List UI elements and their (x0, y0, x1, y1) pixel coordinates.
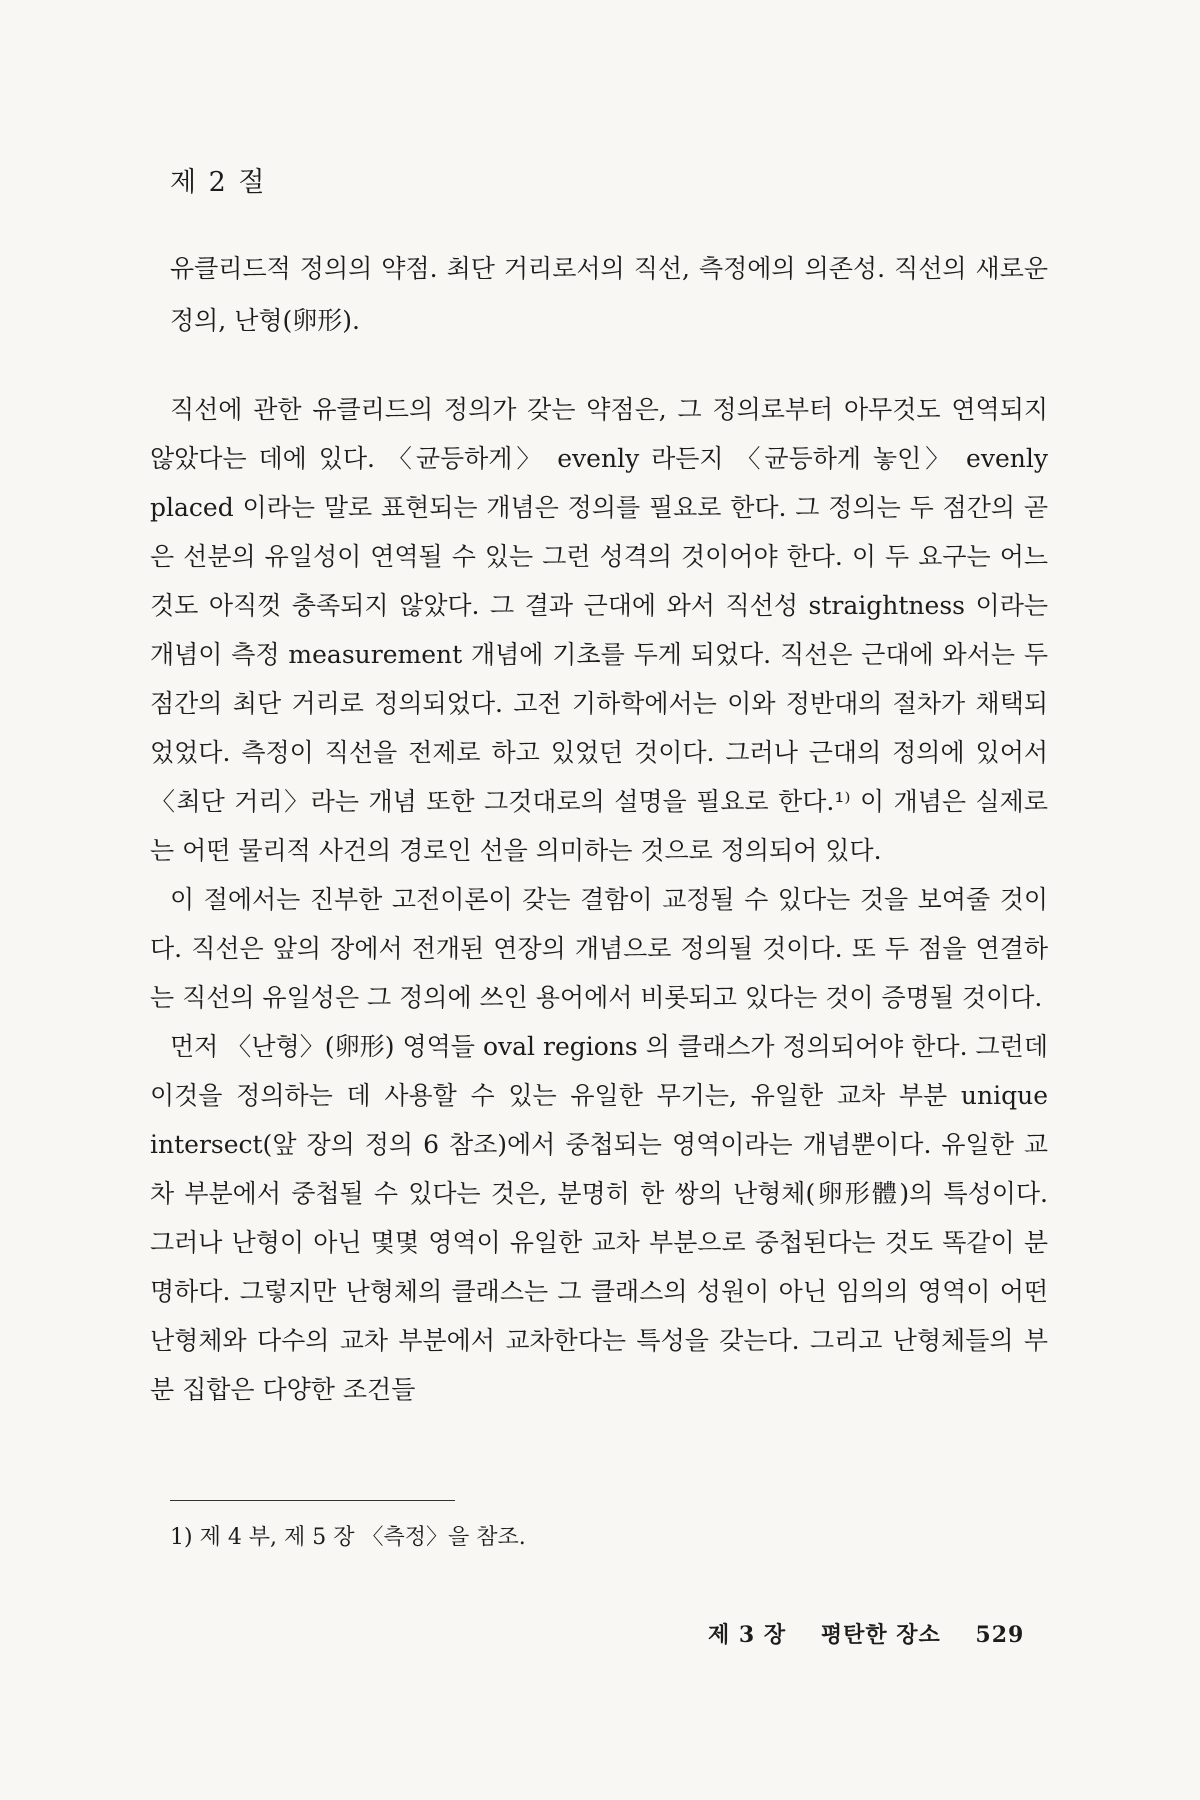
footnote: 1) 제 4 부, 제 5 장 〈측정〉을 참조. (170, 1525, 526, 1550)
paragraph-2: 이 절에서는 진부한 고전이론이 갖는 결함이 교정될 수 있다는 것을 보여줄 것이다. 직선은 앞의 장에서 전개된 연장의 개념으로 정의될 것이다. 또 두 점을 연결하는 직선의 유일성은 그 정의에 쓰인 용어에서 비롯되고 있다는 것이 증명될 것이다. (150, 885, 1048, 1012)
section-summary: 유클리드적 정의의 약점. 최단 거리로서의 직선, 측정에의 의존성. 직선의 새로운 정의, 난형(卵形). (170, 254, 1048, 335)
footer-chapter: 제 3 장 (708, 1622, 787, 1648)
body-text (150, 385, 1048, 1414)
running-footer (708, 1618, 1024, 1649)
paragraph-3: 먼저 〈난형〉(卵形) 영역들 oval regions 의 클래스가 정의되어야 한다. 그런데 이것을 정의하는 데 사용할 수 있는 유일한 무기는, 유일한 교차 부분 unique intersect(앞 장의 정의 6 참조)에서 중첩되는 영역이라는 개념뿐이다. 유일한 교차 부분에서 중첩될 수 있다는 것은, 분명히 한 쌍의 난형체(卵形體)의 특성이다. 그러나 난형이 아닌 몇몇 영역이 유일한 교차 부분으로 중첩된다는 것도 똑같이 분명하다. 그렇지만 난형체의 클래스는 그 클래스의 성원이 아닌 임의의 영역이 어떤 난형체와 다수의 교차 부분에서 교차한다는 특성을 갖는다. 그리고 난형체들의 부분 집합은 다양한 조건들 (150, 1032, 1048, 1404)
paragraph-1: 직선에 관한 유클리드의 정의가 갖는 약점은, 그 정의로부터 아무것도 연역되지 않았다는 데에 있다. 〈균등하게〉 evenly 라든지 〈균등하게 놓인〉 evenly placed 이라는 말로 표현되는 개념은 정의를 필요로 한다. 그 정의는 두 점간의 곧은 선분의 유일성이 연역될 수 있는 그런 성격의 것이어야 한다. 이 두 요구는 어느 것도 아직껏 충족되지 않았다. 그 결과 근대에 와서 직선성 straightness 이라는 개념이 측정 measurement 개념에 기초를 두게 되었다. 직선은 근대에 와서는 두 점간의 최단 거리로 정의되었다. 고전 기하학에서는 이와 정반대의 절차가 채택되었었다. 측정이 직선을 전제로 하고 있었던 것이다. 그러나 근대의 정의에 있어서 〈최단 거리〉라는 개념 또한 그것대로의 설명을 필요로 한다.¹⁾ 이 개념은 실제로는 어떤 물리적 사건의 경로인 선을 의미하는 것으로 정의되어 있다. (150, 395, 1048, 865)
section-heading: 제 2 절 (170, 167, 267, 198)
footnote-divider (170, 1500, 455, 1501)
page-number: 529 (975, 1622, 1025, 1648)
footer-title: 평탄한 장소 (820, 1622, 941, 1648)
